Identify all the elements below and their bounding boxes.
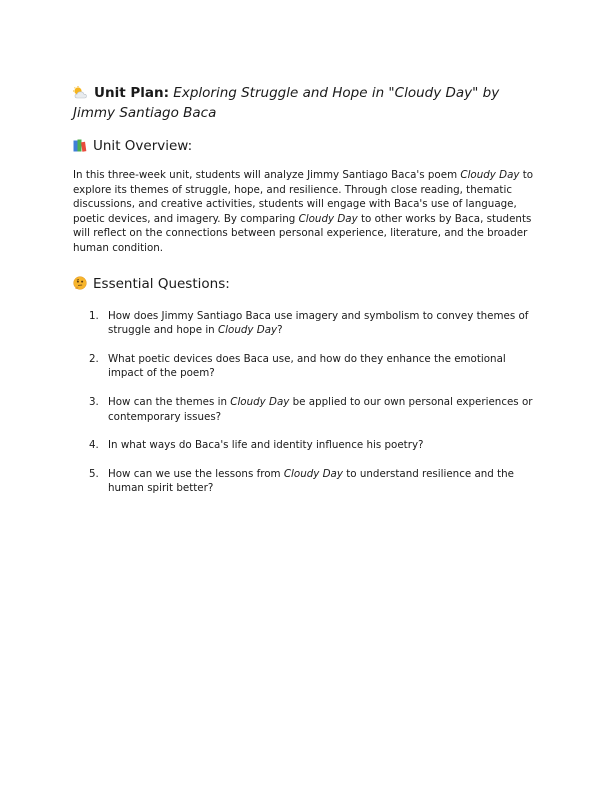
document-content [73, 84, 543, 510]
question-text-end: be applied to our own personal experiences or contemporary issues? [108, 395, 533, 423]
sun-behind-cloud-icon [73, 86, 88, 104]
question-text: What poetic devices does Baca use, and how do they enhance the emotional impact of the poem? [108, 352, 506, 380]
list-item [73, 352, 543, 381]
question-text: How can the themes in [108, 395, 231, 408]
thinking-face-icon [73, 276, 87, 295]
questions-heading-text: Essential Questions: [93, 275, 230, 292]
question-text: How does Jimmy Santiago Baca use imagery and symbolism to convey themes of struggle and hope in [108, 309, 529, 337]
poem-title-ref: Cloudy Day [298, 212, 358, 225]
list-item [73, 438, 543, 453]
question-text-end: to understand resilience and the human spirit better? [108, 467, 515, 495]
unit-plan-title [73, 84, 543, 122]
list-number: 1. [89, 309, 99, 322]
overview-text-2: to explore its themes of struggle, hope, and resilience. Through close reading, thematic discussions, and creative activities, students will engage with Baca's use of language, poetic devices, and imagery. By comparing [73, 169, 534, 225]
question-text-end: ? [277, 324, 283, 337]
question-text: In what ways do Baca's life and identity influence his poetry? [108, 439, 424, 452]
essential-questions-list [73, 309, 543, 496]
list-number: 4. [89, 439, 99, 452]
poem-title-ref: Cloudy Day [460, 169, 520, 181]
questions-heading [73, 275, 543, 295]
overview-text-1: In this three-week unit, students will analyze Jimmy Santiago Baca's poem [73, 169, 461, 181]
list-item [73, 395, 543, 424]
title-prefix: Unit Plan: [94, 85, 169, 101]
list-number: 2. [89, 352, 99, 365]
overview-paragraph [73, 168, 543, 256]
list-item [73, 467, 543, 496]
poem-title-ref: Cloudy Day [217, 324, 278, 337]
overview-text-3: to other works by Baca, students will reflect on the connections between personal experience, literature, and the broader human condition. [73, 212, 532, 254]
overview-heading [73, 137, 543, 157]
poem-title-ref: Cloudy Day [283, 467, 343, 480]
books-icon [73, 139, 87, 157]
poem-title-ref: Cloudy Day [230, 395, 290, 408]
title-text: Exploring Struggle and Hope in "Cloudy Day" by Jimmy Santiago Baca [73, 85, 500, 121]
list-number: 3. [89, 395, 99, 408]
list-item [73, 309, 543, 338]
overview-heading-text: Unit Overview: [93, 138, 193, 154]
list-number: 5. [89, 467, 99, 480]
question-text: How can we use the lessons from [108, 467, 284, 480]
